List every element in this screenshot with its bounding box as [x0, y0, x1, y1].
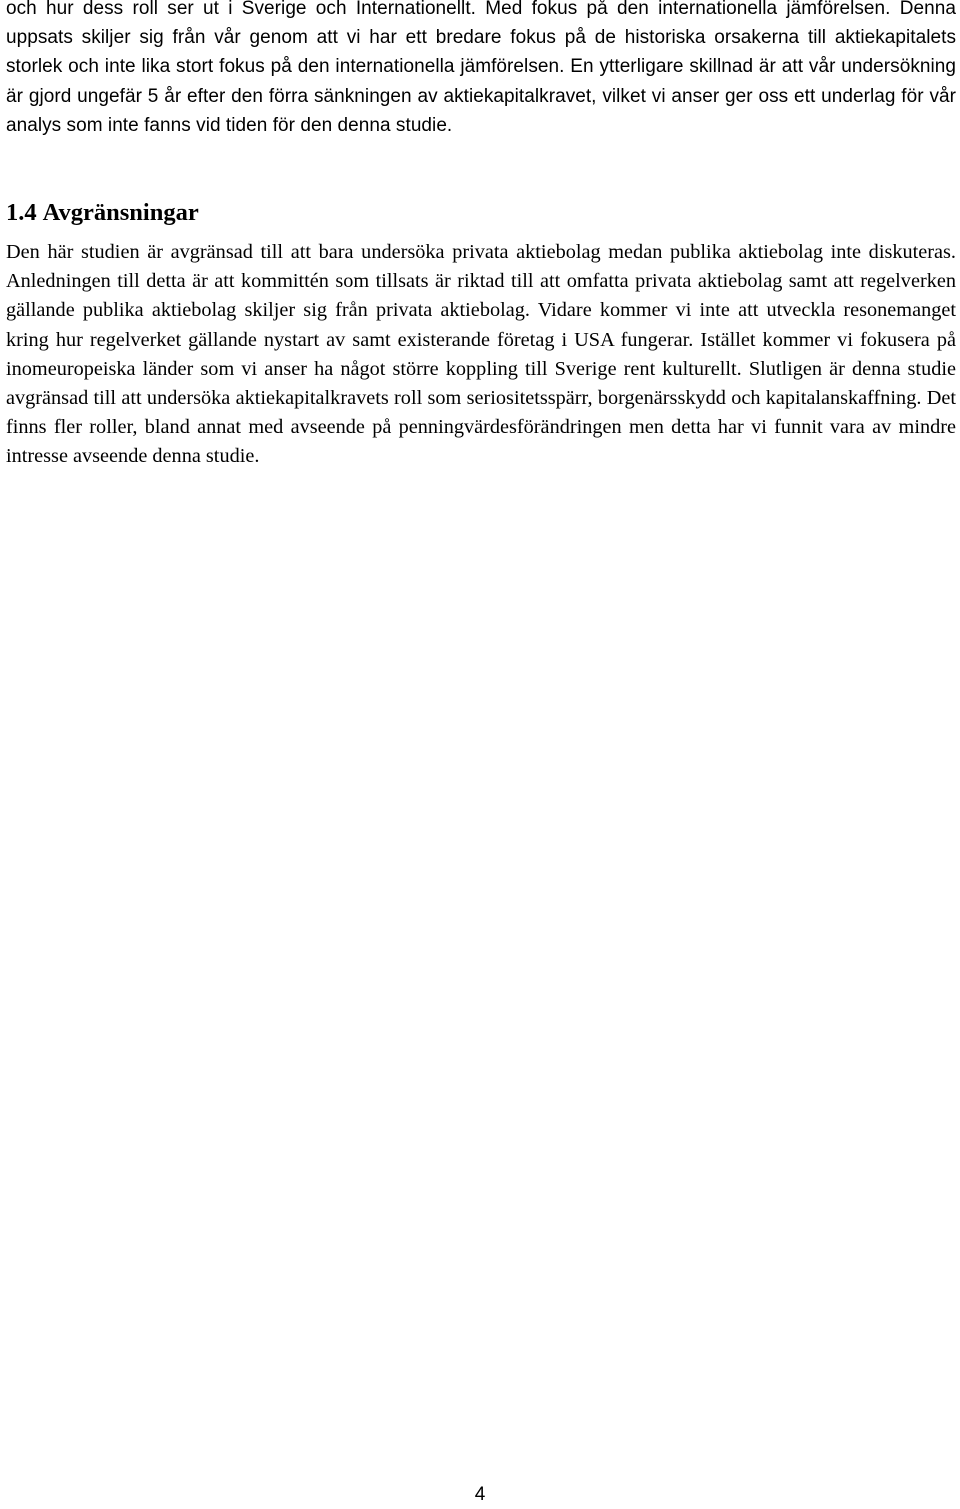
- page-number: 4: [474, 1484, 486, 1505]
- paragraph-delimitations: Den här studien är avgränsad till att bara undersöka privata aktiebolag medan publika aktiebolag inte diskuteras. Anledningen till detta är att kommittén som tillsats är riktad till att omfatta privata aktiebolag samt att regelverken gällande publika aktiebolag skiljer sig från privata aktiebolag. Vidare kommer vi inte att utveckla resonemanget kring hur regelverket gällande nystart av samt existerande företag i USA fungerar. Istället kommer vi fokusera på inomeuropeiska länder som vi anser ha något större koppling till Sverige rent kulturellt. Slutligen är denna studie avgränsad till att undersöka aktiekapitalkravets roll som seriositetsspärr, borgenärsskydd och kapitalanskaffning. Det finns fler roller, bland annat med avseende på penningvärdesförändringen men detta har vi funnit vara av mindre intresse avseende denna studie.: [6, 241, 956, 468]
- section-title: Avgränsningar: [42, 199, 199, 226]
- paragraph-run-sans: och hur dess roll ser ut i Sverige och Internationellt. Med fokus på den internationella jämförelsen. Denna uppsats skiljer sig från vår genom att vi har ett bredare fokus på de historiska orsakerna till aktiekapitalets storlek och inte lika stort fokus på den internationella jämförelsen.: [6, 0, 956, 78]
- paragraph-run-sans-continued: En ytterligare skillnad är att vår undersökning är gjord ungefär 5 år efter den förra sänkningen av aktiekapitalkravet, vilket vi anser ger oss ett underlag för vår analys som inte fanns vid tiden för den denna studie.: [6, 56, 956, 136]
- paragraph-background-comparison: [6, 0, 956, 140]
- section-heading: [6, 197, 199, 229]
- section-number: 1.4: [6, 199, 37, 226]
